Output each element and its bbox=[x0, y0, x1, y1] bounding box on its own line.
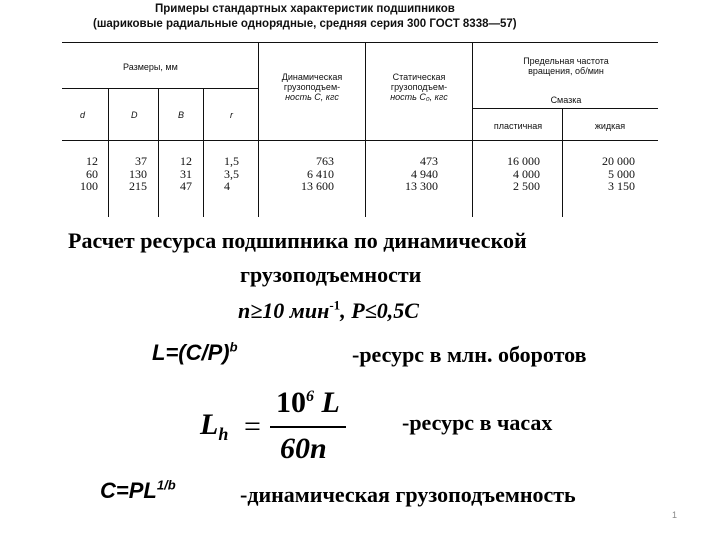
column-B-values: 12 31 47 bbox=[180, 154, 192, 193]
table-col-divider bbox=[108, 88, 109, 217]
plastic-lube-header: пластичная bbox=[493, 121, 543, 131]
liquid-speed-values: 20 000 5 000 3 150 bbox=[602, 154, 635, 193]
column-d-header: d bbox=[80, 110, 86, 120]
formula-L-description: -ресурс в млн. оборотов bbox=[352, 342, 587, 367]
page-number: 1 bbox=[672, 510, 678, 520]
table-lube-rule bbox=[472, 108, 658, 109]
column-d-values: 12 60 100 bbox=[80, 154, 98, 193]
table-col-divider bbox=[203, 88, 204, 217]
formula-Lh-lhs: $L_h$ bbox=[200, 408, 229, 444]
dynamic-load-header: Динамическая грузоподъем- ность C, кгс bbox=[281, 72, 343, 102]
table-col-divider bbox=[258, 42, 259, 217]
formula-L: $L=(C/P)^b$ bbox=[152, 339, 238, 365]
column-D-values: 37 130 215 bbox=[129, 154, 147, 193]
formula-Lh-fraction-bar bbox=[270, 426, 346, 428]
table-header-mid-rule bbox=[62, 88, 258, 89]
table-top-rule bbox=[62, 42, 658, 43]
formula-Lh-equals: = bbox=[244, 410, 261, 443]
slide-title-line1: Расчет ресурса подшипника по динамической bbox=[68, 228, 527, 253]
table-col-divider bbox=[158, 88, 159, 217]
table-col-divider bbox=[365, 42, 366, 217]
lubrication-header: Смазка bbox=[550, 95, 582, 105]
table-caption-line1: Примеры стандартных характеристик подшипников bbox=[155, 3, 455, 15]
formula-C: $C=PL^{1/b}$ bbox=[100, 477, 176, 503]
formula-Lh-description: -ресурс в часах bbox=[402, 410, 553, 435]
liquid-lube-header: жидкая bbox=[594, 121, 626, 131]
formula-Lh-numerator: $10^6$ L bbox=[276, 386, 340, 419]
slide-title-line2: грузоподъемности bbox=[240, 262, 422, 287]
sizes-header: Размеры, мм bbox=[123, 62, 178, 72]
speed-limit-header: Предельная частота вращения, об/мин bbox=[523, 56, 609, 76]
formula-C-description: -динамическая грузоподъемность bbox=[240, 482, 576, 507]
formula-Lh-denominator: 60n bbox=[280, 432, 327, 465]
column-B-header: B bbox=[178, 110, 185, 120]
plastic-speed-values: 16 000 4 000 2 500 bbox=[507, 154, 540, 193]
column-D-header: D bbox=[131, 110, 138, 120]
dynamic-load-values: 763 6 410 13 600 bbox=[301, 154, 334, 193]
table-col-divider bbox=[472, 42, 473, 217]
table-caption-line2: (шариковые радиальные однорядные, средняя серия 300 ГОСТ 8338—57) bbox=[93, 18, 517, 30]
table-header-bottom-rule bbox=[62, 140, 658, 141]
static-load-header: Статическая грузоподъем- ность C₀, кгс bbox=[390, 72, 448, 102]
static-load-values: 473 4 940 13 300 bbox=[405, 154, 438, 193]
column-r-header: r bbox=[230, 110, 233, 120]
table-col-divider bbox=[562, 108, 563, 217]
column-r-values: 1,5 3,5 4 bbox=[224, 154, 239, 193]
condition-line: n≥10 мин$^{-1}$, P≤0,5C bbox=[238, 297, 419, 323]
